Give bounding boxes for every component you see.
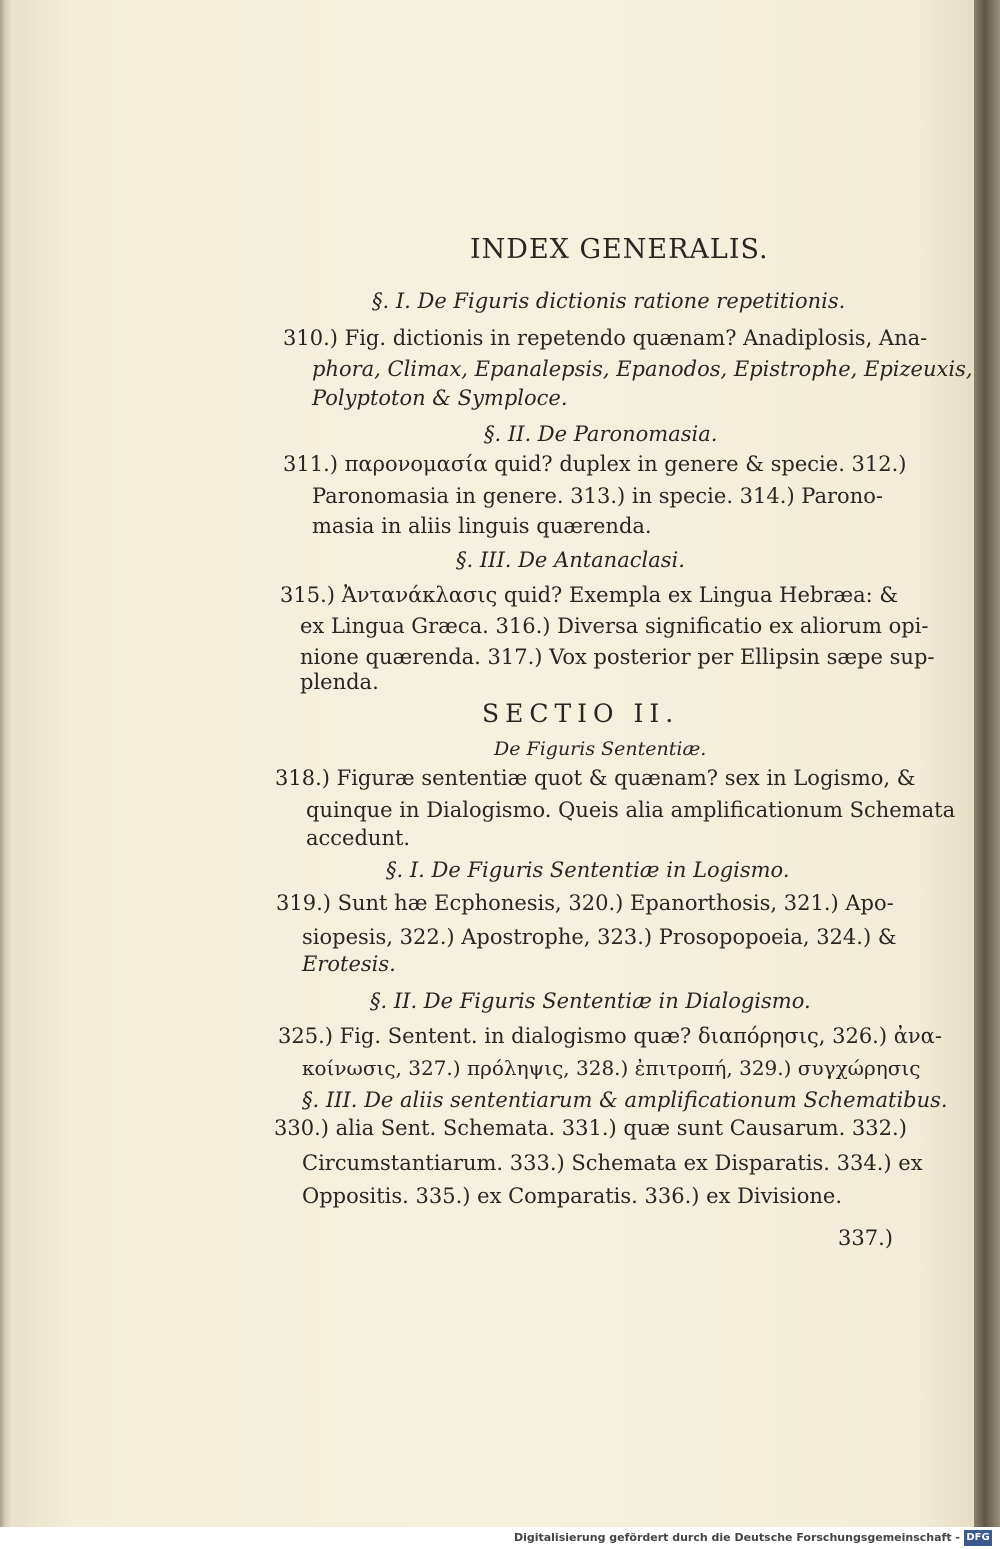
index-line: 311.) παρονομασία quid? duplex in genere & specie. 312.) xyxy=(283,452,907,476)
index-line: accedunt. xyxy=(306,826,411,850)
index-line: κοίνωσις, 327.) πρόληψις, 328.) ἐπιτροπή, 329.) συγχώρησις xyxy=(302,1056,921,1080)
section-heading: §. II. De Paronomasia. xyxy=(484,422,718,446)
index-line: Erotesis. xyxy=(302,952,396,976)
index-line: 325.) Fig. Sentent. in dialogismo quæ? διαπόρησις, 326.) ἀνα- xyxy=(278,1024,942,1048)
index-line: 310.) Fig. dictionis in repetendo quænam? Anadiplosis, Ana- xyxy=(283,326,928,350)
section-heading: §. III. De Antanaclasi. xyxy=(456,548,685,572)
index-line: ex Lingua Græca. 316.) Diversa significatio ex aliorum opi- xyxy=(300,614,929,638)
index-line: phora, Climax, Epanalepsis, Epanodos, Epistrophe, Epizeuxis, xyxy=(312,357,973,381)
index-line: Polyptoton & Symploce. xyxy=(312,386,568,410)
section-subtitle: De Figuris Sententiæ. xyxy=(494,738,707,760)
index-line: siopesis, 322.) Apostrophe, 323.) Prosopopoeia, 324.) & xyxy=(302,925,897,949)
index-line: quinque in Dialogismo. Queis alia amplificationum Schemata xyxy=(306,798,956,822)
footer-bar xyxy=(0,1527,1000,1549)
left-page-edge xyxy=(0,0,14,1527)
index-line: Oppositis. 335.) ex Comparatis. 336.) ex Divisione. xyxy=(302,1184,842,1208)
book-spine xyxy=(974,0,1000,1527)
index-line: 318.) Figuræ sententiæ quot & quænam? sex in Logismo, & xyxy=(275,766,916,790)
index-line: masia in aliis linguis quærenda. xyxy=(312,514,652,538)
section-heading: §. I. De Figuris dictionis ratione repetitionis. xyxy=(372,289,846,313)
section-heading: §. III. De aliis sententiarum & amplificationum Schematibus. xyxy=(302,1088,948,1112)
index-line: 319.) Sunt hæ Ecphonesis, 320.) Epanorthosis, 321.) Apo- xyxy=(276,891,894,915)
footer-credit: Digitalisierung gefördert durch die Deutsche Forschungsgemeinschaft - xyxy=(513,1531,960,1544)
page-title: INDEX GENERALIS. xyxy=(470,234,769,265)
catchword: 337.) xyxy=(838,1226,893,1250)
section-title: SECTIO II. xyxy=(482,699,680,728)
section-heading: §. I. De Figuris Sententiæ in Logismo. xyxy=(386,858,790,882)
index-line: 330.) alia Sent. Schemata. 331.) quæ sunt Causarum. 332.) xyxy=(274,1116,907,1140)
index-line: plenda. xyxy=(300,670,379,694)
index-line: 315.) Ἀντανάκλασις quid? Exempla ex Lingua Hebræa: & xyxy=(280,583,899,607)
index-line: Paronomasia in genere. 313.) in specie. 314.) Parono- xyxy=(312,484,883,508)
index-line: nione quærenda. 317.) Vox posterior per Ellipsin sæpe sup- xyxy=(300,645,935,669)
dfg-logo: DFG xyxy=(964,1530,992,1546)
section-heading: §. II. De Figuris Sententiæ in Dialogismo. xyxy=(370,989,811,1013)
book-page xyxy=(14,0,974,1527)
index-line: Circumstantiarum. 333.) Schemata ex Disparatis. 334.) ex xyxy=(302,1151,923,1175)
